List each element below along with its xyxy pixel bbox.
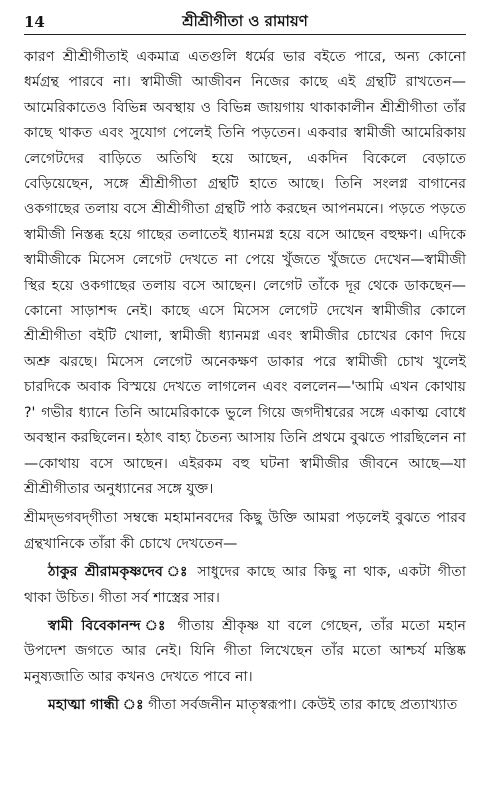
quote-text: গীতা সর্বজনীন মাতৃস্বরূপা। কেউই তার কাছে প্রত্যাখ্যাত <box>148 697 458 714</box>
quote-speaker: স্বামী বিবেকানন্দ ঃ <box>48 617 170 634</box>
page-number: 14 <box>24 13 45 31</box>
quote-text: সাধুদের কাছে আর কিছু না থাক, একটা গীতা থাকা উচিত। গীতা সর্ব শাস্ত্রের সার। <box>24 564 466 606</box>
quote-speaker: ঠাকুর শ্রীরামকৃষ্ণদেব ঃ <box>48 564 191 581</box>
quote-speaker: মহাত্মা গান্ধী ঃ <box>48 697 144 714</box>
paragraph: কারণ শ্রীশ্রীগীতাই একমাত্র এতগুলি ধর্মের ভার বইতে পারে, অন্য কোনো ধর্মগ্রন্থ পারবে না। স্বামীজী আজীবন নিজের কাছে এই গ্রন্থটি রাখতেন—আমেরিকাতেও বিভিন্ন অবস্থায় ও বিভিন্ন জায়গায় থাকাকালীন শ্রীশ্রীগীতা তাঁর কাছে থাকত এবং সুযোগ পেলেই তিনি পড়তেন। একবার স্বামীজী আমেরিকায় লেগেটদের বাড়িতে অতিথি হয়ে আছেন, একদিন বিকেলে বেড়াতে বেড়িয়েছেন, সঙ্গে শ্রীশ্রীগীতা গ্রন্থটি হাতে আছে। তিনি সংলগ্ন বাগানের ওকগাছের তলায় বসে শ্রীশ্রীগীতা গ্রন্থটি পাঠ করছেন আপনমনে। পড়তে পড়তে স্বামীজী নিস্তব্ধ হয়ে গাছের তলাতেই ধ্যানমগ্ন হয়ে বসে আছেন বহুক্ষণ। এদিকে স্বামীজীকে মিসেস লেগেট দেখতে না পেয়ে খুঁজতে খুঁজতে দেখেন—স্বামীজী স্থির হয়ে ওকগাছের তলায় বসে আছেন। লেগেট তাঁকে দূর থেকে ডাকছেন— কোনো সাড়াশব্দ নেই। কাছে এসে মিসেস লেগেট দেখেন স্বামীজীর কোলে শ্রীশ্রীগীতা বইটি খোলা, স্বামীজী ধ্যানমগ্ন এবং স্বামীজীর চোখের কোণ দিয়ে অশ্রু ঝরছে। মিসেস লেগেট অনেকক্ষণ ডাকার পরে স্বামীজী চোখ খুলেই চারদিকে অবাক বিস্ময়ে দেখতে লাগলেন এবং বললেন—'আমি এখন কোথায় ?' গভীর ধ্যানে তিনি আমেরিকাকে ভুলে গিয়ে জগদীশ্বরের সঙ্গে একাত্ম বোধে অবস্থান করছিলেন। হঠাৎ বাহ্য চৈতন্য আসায় তিনি প্রথমে বুঝতে পারছিলেন না—কোথায় বসে আছেন। এইরকম বহু ঘটনা স্বামীজীর জীবনে আছে—যা শ্রীশ্রীগীতার অনুধ্যানের সঙ্গে যুক্ত। <box>24 49 466 497</box>
paragraph: শ্রীমদ্‌ভগবদ্‌গীতা সম্বন্ধে মহামানবদের কিছু উক্তি আমরা পড়লেই বুঝতে পারব গ্রন্থখানিকে তাঁরা কী চোখে দেখতেন— <box>24 510 466 552</box>
page-header <box>24 4 466 35</box>
page-body <box>24 45 466 719</box>
quote-gandhi <box>24 693 466 718</box>
quote-text: গীতায় শ্রীকৃষ্ণ যা বলে গেছেন, তাঁর মতো মহান উপদেশ জগতে আর নেই। যিনি গীতা লিখেছেন তাঁর মতো আশ্চর্য মস্তিষ্ক মনুষ্যজাতি আর কখনও দেখতে পাবে না। <box>24 617 467 685</box>
running-title: শ্রীশ্রীগীতা ও রামায়ণ <box>182 12 308 30</box>
quote-ramakrishna <box>24 560 466 611</box>
quote-vivekananda <box>24 614 466 690</box>
